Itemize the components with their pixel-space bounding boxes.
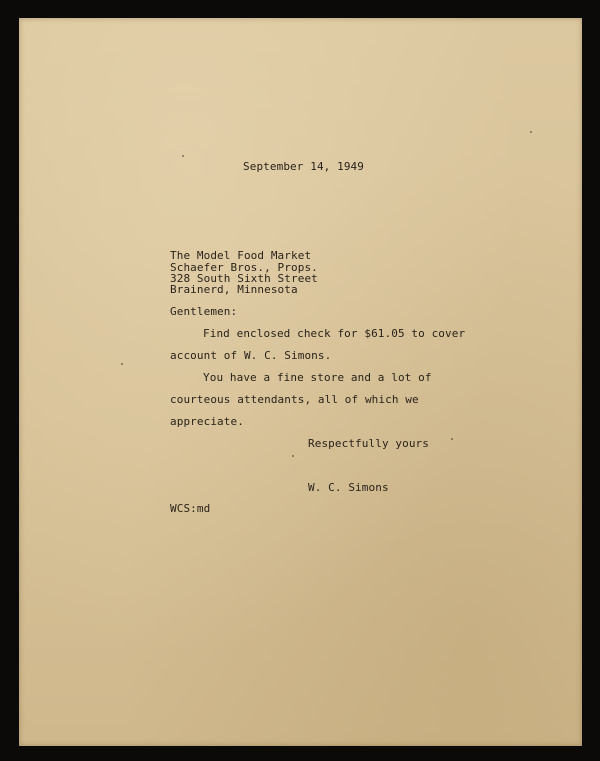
paper-speck (451, 438, 453, 440)
closing: Respectfully yours (308, 437, 430, 450)
body-line: courteous attendants, all of which we (170, 393, 419, 406)
paper-speck (530, 131, 532, 133)
salutation: Gentlemen: (170, 305, 238, 318)
paper-speck (182, 155, 184, 157)
paper-speck (121, 363, 123, 365)
letter-date: September 14, 1949 (243, 160, 365, 173)
reference-initials: WCS:md (170, 502, 211, 515)
body-line: appreciate. (170, 415, 244, 428)
paper-speck (292, 455, 294, 457)
address-line: Brainerd, Minnesota (170, 283, 298, 296)
address-line: The Model Food Market (170, 249, 312, 262)
address-line: 328 South Sixth Street (170, 272, 318, 285)
body-line: You have a fine store and a lot of (203, 371, 432, 384)
address-line: Schaefer Bros., Props. (170, 261, 318, 274)
body-line: account of W. C. Simons. (170, 349, 332, 362)
signer-name: W. C. Simons (308, 481, 389, 494)
body-line: Find enclosed check for $61.05 to cover (203, 327, 466, 340)
